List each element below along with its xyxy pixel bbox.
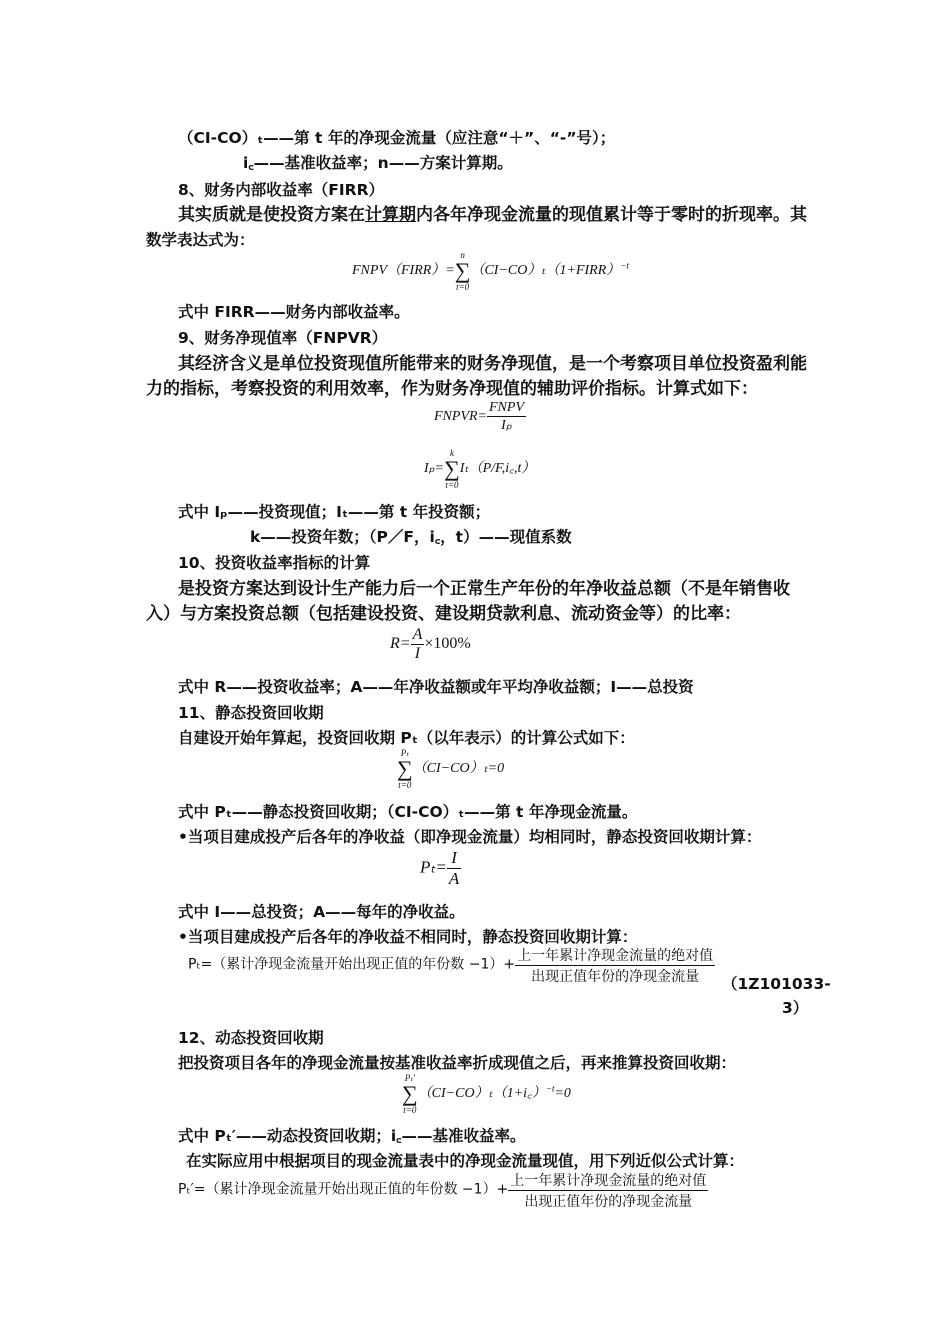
underlined-term: 计算期	[365, 205, 416, 225]
section-11-where: 式中 Pₜ——静态投资回收期；（CI-CO）ₜ——第 t 年净现金流量。	[178, 803, 638, 821]
static-payback-formula: Pₜ ∑ t=0 （CI−CO）ₜ=0	[397, 748, 505, 790]
section-8-title: 8、财务内部收益率（FIRR）	[178, 181, 385, 199]
fnpvr-formula: FNPVR= $\frac{\text{FNPV}}{\text{Iₚ}}$	[434, 400, 524, 433]
section-9-where-1: 式中 Iₚ——投资现值；Iₜ——第 t 年投资额；	[178, 503, 491, 521]
firr-formula: FNPV（FIRR）= n ∑ t=0 （CI−CO）ₜ（1+FIRR）$^{-t}$	[352, 250, 629, 292]
section-10-paragraph-line-1: 是投资方案达到设计生产能力后一个正常生产年份的年净收益总额（不是年销售收	[178, 579, 790, 599]
section-12-paragraph-2: 在实际应用中根据项目的现金流量表中的净现金流量现值，用下列近似公式计算：	[186, 1152, 745, 1170]
section-11-title: 11、静态投资回收期	[178, 704, 324, 722]
section-10-where: 式中 R——投资收益率；A——年净收益额或年平均净收益额；I——总投资	[178, 678, 694, 696]
section-8-paragraph-line-2: 数学表达式为：	[146, 231, 255, 249]
section-9-paragraph-line-1: 其经济含义是单位投资现值所能带来的财务净现值，是一个考察项目单位投资盈利能	[178, 354, 807, 374]
approximate-dynamic-payback-formula: Pₜ′=（累计净现金流量开始出现正值的年份数 −1）+ $\frac{\text{上一年累计净现金流量的绝对值}}{\text{出现正值年份的净现金流量}}$	[178, 1170, 708, 1211]
section-10-paragraph-line-2: 入）与方案投资总额（包括建设投资、建设期贷款利息、流动资金等）的比率：	[146, 604, 741, 624]
cashflow-definition: （CI-CO）ₜ——第 t 年的净现金流量（应注意“＋”、“-”号）；	[178, 129, 616, 147]
equal-income-payback-formula: Pₜ= $\frac{I}{A}$	[420, 848, 460, 888]
section-10-title: 10、投资收益率指标的计算	[178, 554, 371, 572]
section-12-title: 12、动态投资回收期	[178, 1029, 324, 1047]
reference-code-line-2: 3）	[782, 999, 809, 1017]
reference-code-line-1: （1Z101033-	[722, 975, 831, 993]
unequal-income-payback-formula: Pₜ=（累计净现金流量开始出现正值的年份数 −1）+ $\frac{\text{上一年累计净现金流量的绝对值}}{\text{出现正值年份的净现金流量}}$	[188, 945, 715, 986]
section-11-paragraph: 自建设开始年算起，投资回收期 Pₜ（以年表示）的计算公式如下：	[178, 729, 635, 747]
rate-definition: i꜀——基准收益率；n——方案计算期。	[243, 154, 513, 172]
section-11-bullet-1: •当项目建成投产后各年的净收益（即净现金流量）均相同时，静态投资回收期计算：	[178, 828, 762, 846]
section-9-paragraph-line-2: 力的指标，考察投资的利用效率，作为财务净现值的辅助评价指标。计算式如下：	[146, 379, 758, 399]
roi-formula: R= $\frac{A}{I}$ ×100%	[390, 626, 471, 662]
section-11-where-2: 式中 I——总投资；A——每年的净收益。	[178, 903, 465, 921]
section-8-where: 式中 FIRR——财务内部收益率。	[178, 303, 410, 321]
section-12-where: 式中 Pₜ′——动态投资回收期；i꜀——基准收益率。	[178, 1127, 526, 1145]
section-9-where-2: k——投资年数；（P／F，i꜀，t）——现值系数	[250, 528, 572, 546]
ip-formula: Iₚ= k ∑ t=0 Iₜ（P/F,i꜀,t）	[424, 448, 536, 490]
section-8-paragraph-line-1: 其实质就是使投资方案在计算期内各年净现金流量的现值累计等于零时的折现率。其	[178, 205, 807, 225]
section-9-title: 9、财务净现值率（FNPVR）	[178, 329, 388, 347]
dynamic-payback-formula: Pₜ′ ∑ t=0 （CI−CO）ₜ（1+i꜀）$^{-t}$=0	[402, 1073, 571, 1115]
section-11-bullet-2: •当项目建成投产后各年的净收益不相同时，静态投资回收期计算：	[178, 928, 638, 946]
section-12-paragraph: 把投资项目各年的净现金流量按基准收益率折成现值之后，再来推算投资回收期：	[178, 1054, 737, 1072]
